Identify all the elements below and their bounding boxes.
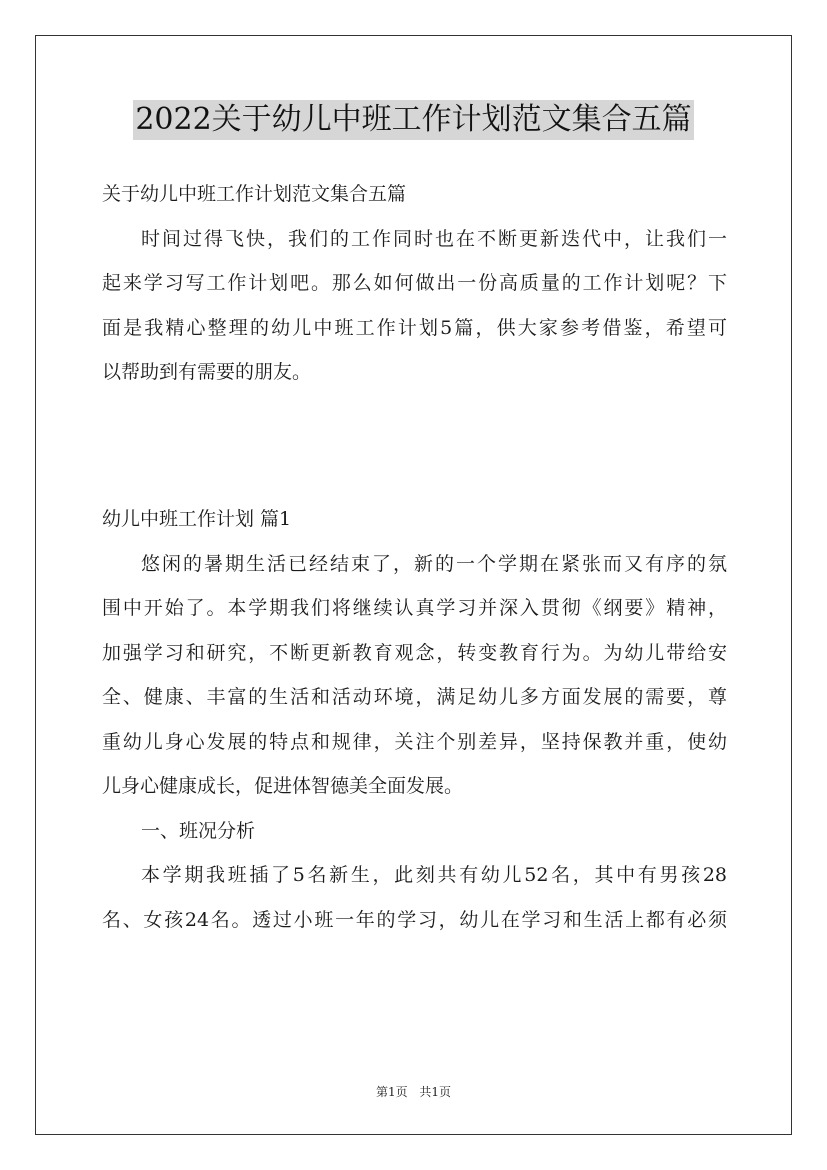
document-body-top	[102, 172, 727, 395]
total-pages: 共1页	[419, 1085, 452, 1099]
section-line: 悠闲的暑期生活已经结束了，新的一个学期在紧张而又有序的氛	[141, 552, 727, 575]
intro-line: 以帮助到有需要的朋友。	[102, 361, 312, 383]
document-title: 2022关于幼儿中班工作计划范文集合五篇	[133, 100, 693, 140]
section-line: 加强学习和研究，不断更新教育观念，转变教育行为。为幼儿带给安	[102, 641, 727, 664]
intro-line: 面是我精心整理的幼儿中班工作计划5篇，供大家参考借鉴，希望可	[102, 316, 727, 339]
section-line: 儿身心健康成长，促进体智德美全面发展。	[102, 775, 464, 797]
section-line: 重幼儿身心发展的特点和规律，关注个别差异，坚持保教并重，使幼	[102, 730, 727, 753]
analysis-line: 本学期我班插了5名新生，此刻共有幼儿52名，其中有男孩28	[141, 864, 727, 886]
analysis-line: 名、女孩24名。透过小班一年的学习，幼儿在学习和生活上都有必须	[102, 908, 727, 931]
intro-line: 时间过得飞快，我们的工作同时也在不断更新迭代中，让我们一	[141, 227, 727, 250]
title-container	[0, 100, 827, 140]
page-number: 第1页	[375, 1085, 408, 1099]
section-line: 全、健康、丰富的生活和活动环境，满足幼儿多方面发展的需要，尊	[102, 686, 727, 708]
document-subtitle: 关于幼儿中班工作计划范文集合五篇	[102, 183, 407, 205]
subheading: 一、班况分析	[141, 819, 256, 842]
section-line: 围中开始了。本学期我们将继续认真学习并深入贯彻《纲要》精神，	[102, 597, 727, 619]
intro-line: 起来学习写工作计划吧。那么如何做出一份高质量的工作计划呢？下	[102, 272, 727, 294]
section-heading: 幼儿中班工作计划 篇1	[102, 508, 292, 530]
page-footer	[0, 1083, 827, 1100]
document-body-section	[102, 497, 727, 942]
